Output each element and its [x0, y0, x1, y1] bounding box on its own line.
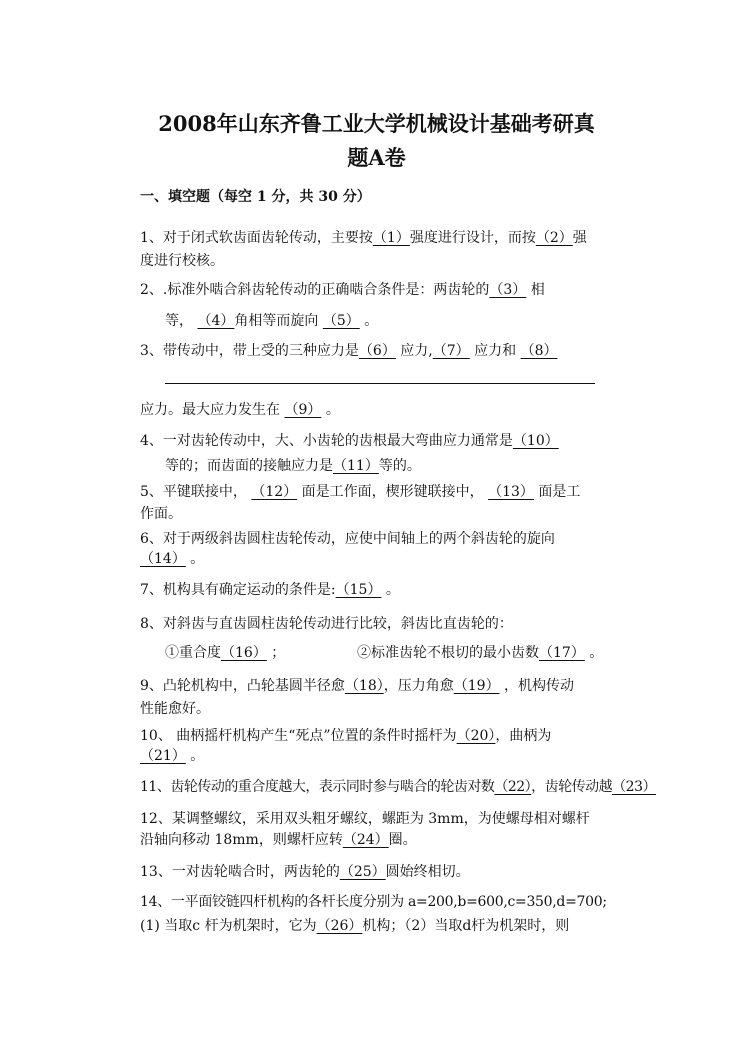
question-text: 。: [190, 748, 205, 764]
blank-4: （4）: [197, 313, 235, 329]
blank-18: （18）: [344, 678, 384, 694]
blank-14: （14）: [140, 551, 186, 567]
blank-17: （17）: [539, 645, 585, 661]
question-text: 7、机构具有确定运动的条件是:: [140, 582, 336, 598]
question-3-cont: [140, 399, 340, 419]
blank-22: （22）: [494, 779, 532, 795]
question-9: [140, 675, 574, 695]
blank-9: （9）: [284, 402, 322, 418]
question-9-cont: 性能愈好。: [140, 701, 210, 717]
question-text: 等的。: [378, 458, 421, 474]
question-2: [140, 279, 545, 299]
question-3: [140, 340, 558, 360]
question-5-cont: 作面。: [140, 506, 182, 522]
section-heading: 一、填空题（每空 1 分，共 30 分）: [140, 189, 371, 205]
question-text: 面是工: [538, 484, 581, 500]
page-title-line-2: 题A卷: [347, 145, 406, 170]
question-7: [140, 579, 400, 599]
question-text: ，齿轮传动越: [531, 779, 613, 795]
question-text: 9、凸轮机构中，凸轮基圆半径愈: [140, 678, 345, 694]
question-text: 等的；而齿面的接触应力是: [165, 458, 333, 474]
blank-2: （2）: [535, 230, 573, 246]
question-text: 角相等而旋向: [234, 313, 319, 329]
blank-19: （19）: [453, 678, 500, 694]
blank-1: （1）: [372, 230, 410, 246]
question-text: 5、平键联接中，: [140, 484, 247, 500]
question-text: 等，: [165, 313, 193, 329]
question-11: [140, 776, 656, 796]
question-2-cont: [165, 310, 378, 330]
question-text: 沿轴向移动 18mm，则螺杆应转: [140, 832, 343, 848]
blank-20: （20）: [456, 728, 496, 744]
question-6: 6、对于两级斜齿圆柱齿轮传动，应使中间轴上的两个斜齿轮的旋向: [140, 531, 555, 547]
blank-16: （16）: [221, 645, 267, 661]
question-12-cont: [140, 829, 417, 849]
question-text: (1) 当取c 杆为机架时，它为: [140, 918, 317, 934]
question-8-item-2: [357, 642, 603, 662]
question-1: [140, 227, 587, 247]
question-4-cont: [165, 455, 421, 475]
question-14-cont: [140, 915, 569, 935]
question-text: 13、一对齿轮啮合时，两齿轮的: [140, 864, 340, 880]
blank-25: （25）: [339, 864, 386, 880]
question-text: 。: [190, 551, 205, 567]
question-text: 面是工作面，楔形键联接中，: [301, 484, 484, 500]
question-8-item-1: [165, 642, 285, 662]
question-text: 强度进行设计，而按: [409, 230, 536, 246]
blank-6: （6）: [358, 343, 396, 359]
page-title-line-1: 2008年山东齐鲁工业大学机械设计基础考研真: [158, 111, 595, 136]
question-text: 1、对于闭式软齿面齿轮传动，主要按: [140, 230, 373, 246]
question-text: 。: [589, 645, 604, 661]
question-1-cont: 度进行校核。: [140, 253, 224, 269]
question-text: 应力。最大应力发生在: [140, 402, 280, 418]
question-text: 强: [572, 230, 587, 246]
blank-10: （10）: [512, 433, 559, 449]
question-text: 应力,: [400, 343, 433, 359]
blank-12: （12）: [251, 484, 298, 500]
blank-24: （24）: [342, 832, 389, 848]
question-text: 2、.标准外啮合斜齿轮传动的正确啮合条件是：两齿轮的: [140, 282, 490, 298]
question-text: 11、齿轮传动的重合度越大，表示同时参与啮合的轮齿对数: [140, 779, 495, 795]
question-text: 相: [530, 282, 545, 298]
blank-5: （5）: [322, 313, 360, 329]
question-text: ①重合度: [165, 645, 221, 661]
question-text: 圆始终相切。: [385, 864, 470, 880]
question-6-cont: [140, 548, 204, 568]
question-4: [140, 430, 559, 450]
answer-line: [165, 383, 595, 384]
question-10: [140, 725, 551, 745]
question-text: ，曲柄为: [495, 728, 552, 744]
blank-23: （23）: [612, 779, 656, 795]
question-text: 。: [385, 582, 400, 598]
question-10-cont: [140, 745, 204, 765]
question-text: 应力和: [474, 343, 517, 359]
question-5: [140, 481, 580, 501]
blank-3: （3）: [489, 282, 527, 298]
question-13: [140, 861, 470, 881]
question-text: 。: [364, 313, 379, 329]
blank-21: （21）: [140, 748, 186, 764]
question-text: 3、带传动中，带上受的三种应力是: [140, 343, 359, 359]
blank-7: （7）: [432, 343, 470, 359]
question-text: ，机构传动: [504, 678, 575, 694]
question-text: ；: [271, 645, 286, 661]
question-text: ，压力角愈: [383, 678, 454, 694]
blank-26: （26）: [316, 918, 363, 934]
question-text: 圈。: [388, 832, 417, 848]
question-12: 12、某调整螺纹，采用双头粗牙螺纹，螺距为 3mm，为使螺母相对螺杆: [140, 811, 590, 827]
question-8: 8、对斜齿与直齿圆柱齿轮传动进行比较，斜齿比直齿轮的：: [140, 616, 513, 632]
blank-15: （15）: [335, 582, 382, 598]
question-text: 10、 曲柄摇杆机构产生“死点”位置的条件时摇杆为: [140, 728, 457, 744]
blank-11: （11）: [333, 458, 379, 474]
blank-13: （13）: [488, 484, 534, 500]
question-text: 4、一对齿轮传动中，大、小齿轮的齿根最大弯曲应力通常是: [140, 433, 513, 449]
question-14: 14、一平面铰链四杆机构的各杆长度分别为 a=200,b=600,c=350,d=700;: [140, 894, 607, 910]
question-text: 。: [325, 402, 340, 418]
question-text: ②标准齿轮不根切的最小齿数: [357, 645, 539, 661]
question-text: 机构；（2）当取d杆为机架时，则: [362, 918, 570, 934]
blank-8: （8）: [520, 343, 558, 359]
